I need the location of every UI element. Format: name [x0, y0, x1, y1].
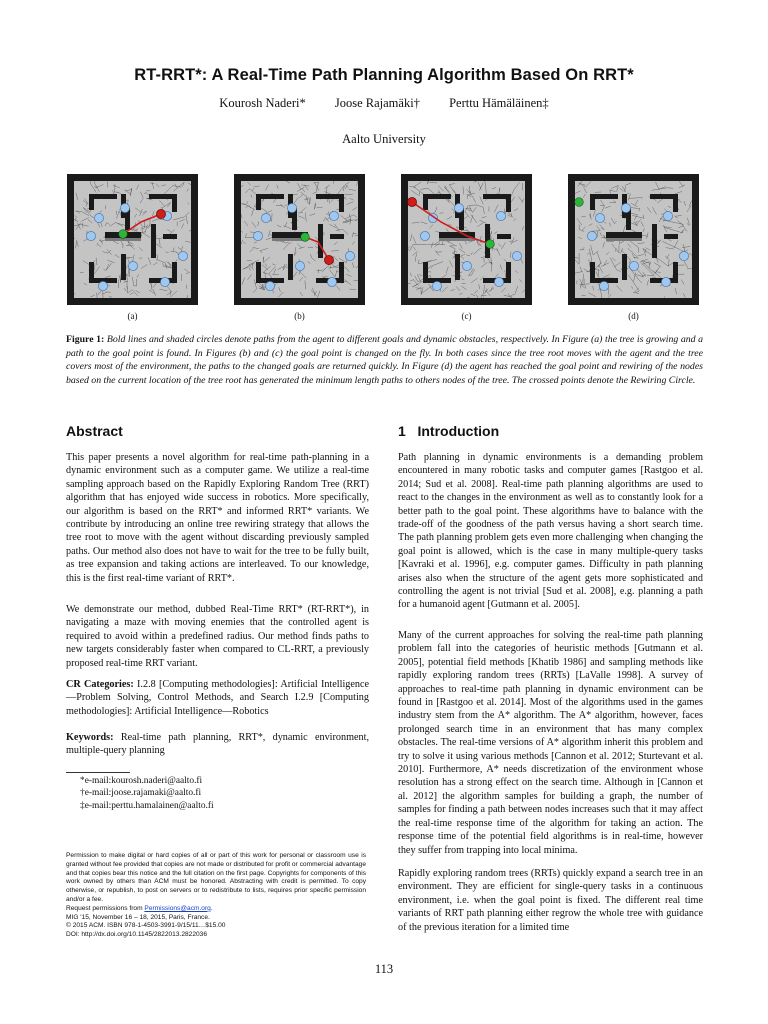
maze-wall [67, 174, 74, 305]
maze-wall [256, 194, 261, 210]
author-name: Kourosh Naderi* [219, 96, 306, 110]
maze-wall [525, 174, 532, 305]
subfigure-label: (a) [127, 311, 138, 321]
dynamic-obstacle [128, 261, 137, 270]
maze-wall [455, 254, 460, 280]
dynamic-obstacle [512, 251, 521, 260]
maze-wall [191, 174, 198, 305]
dynamic-obstacle [587, 231, 596, 240]
footnote: †e-mail:joose.rajamaki@aalto.fi [80, 788, 202, 799]
dynamic-obstacle [663, 211, 672, 220]
agent [575, 198, 584, 207]
intro-paragraph: Path planning in dynamic environments is a demanding problem encountered in many robotic tasks and computer games [Rastgoo et al. 2014; Sud et al. 2008]. Real-time path planning algorithms are used to react to the changes in the environment as well as to constantly look for a better path to the goal point. These algorithms have to balance with the trade-off of the goodness of the path versus having a short search time. The path planning problem gets even more challenging when changing the goal point is allowed, which is the case in many multiple-query tasks [Kavraki et al. 1996], e.g. computer games. Difficulty in path planning arises also when the structure of the agent gets more sophisticated and controlling the agent is not trivial [Sud et al. 2008], e.g. planning a path for a humanoid agent [Gutmann et al. 2005]. [398, 452, 703, 611]
permission-request: Request permissions from Permissions@acm.org. [66, 904, 213, 912]
maze-wall [568, 298, 699, 305]
maze-wall [652, 224, 657, 258]
dynamic-obstacle [454, 203, 463, 212]
section-title: Introduction [417, 423, 500, 439]
dynamic-obstacle [420, 231, 429, 240]
doi-line: DOI: http://dx.doi.org/10.1145/2822013.2822036 [66, 931, 208, 939]
maze-wall [506, 194, 511, 212]
dynamic-obstacle [94, 213, 103, 222]
maze-wall [423, 194, 428, 210]
footnote: *e-mail:kourosh.naderi@aalto.fi [80, 776, 203, 786]
maze-wall [423, 262, 428, 283]
venue-line: MIG '15, November 16 – 18, 2015, Paris, France. [66, 913, 210, 921]
dynamic-obstacle [160, 277, 169, 286]
maze-wall [622, 254, 627, 280]
wall-shadow [439, 238, 475, 241]
dynamic-obstacle [629, 261, 638, 270]
dynamic-obstacle [261, 213, 270, 222]
caption-text: Bold lines and shaded circles denote paths from the agent to different goals and dynamic obstacles, respectively. In Figure (a) the tree is growing and a path to the goal point is found. In Figures (b) and (c) the goal point is changed on the fly. In both cases since the tree root moves with the agent and the tree covers most of the environment, the paths to the changed goals are returned quickly. In Figure (d) the agent has reached the goal point and rewiring of the nodes based on the current location of the tree root has generated the minimum length paths to others nodes of the tree. The crossed points denote the Rewiring Circle. [66, 334, 704, 386]
dynamic-obstacle [621, 203, 630, 212]
maze-wall [673, 262, 678, 283]
subfigure-label: (d) [628, 311, 639, 321]
intro-paragraph: Many of the current approaches for solving the real-time path planning problem fall into the categories of heuristic methods [Gutmann et al. 2005], potential field methods [Khatib 1986] and sampling methods like rapidly exploring random trees (RRTs) [LaValle 1998]. A survey of approaches to real-time path planning in dynamic environment can be found in [Rastgoo et al. 2014]. Most of the algorithms used in the games industry stem from the A* algorithm. The A* algorithm, however, faces prolonged search time in an environment that has many complex obstacles. The real-time versions of A* algorithm inherit this problem and try to solve it using various methods [Cannon et al. 2012; Sturtevant et al. 2010]. Furthermore, A* needs discretization of the environment whose resolution has a strong effect on the search time. Although in [Cannon et al. 2012] the algorithm samples for building a graph, the number of samples for finding a path between nodes increases such that it may affect the real-time response time of the algorithm for taking an action. The response time of the potential field algorithms is in real-time, however they suffer from trapping into local minima. [398, 630, 703, 856]
paper-title: RT-RRT*: A Real-Time Path Planning Algorithm Based On RRT* [134, 66, 634, 84]
maze-wall [67, 298, 198, 305]
maze-wall [330, 234, 344, 239]
caption-label: Figure 1: [66, 334, 105, 345]
dynamic-obstacle [327, 277, 336, 286]
maze-wall [318, 224, 323, 258]
dynamic-obstacle [599, 281, 608, 290]
maze-wall [692, 174, 699, 305]
footnote-rule [66, 772, 130, 773]
maze-wall [401, 174, 532, 181]
dynamic-obstacle [432, 281, 441, 290]
dynamic-obstacle [86, 231, 95, 240]
maze-wall [506, 262, 511, 283]
author-name: Perttu Hämäläinen‡ [449, 96, 549, 110]
author-name: Joose Rajamäki† [334, 96, 420, 110]
maze-wall [234, 298, 365, 305]
figure-panel-a [67, 174, 198, 305]
maze-wall [67, 174, 198, 181]
figure-panel-d [568, 174, 699, 305]
dynamic-obstacle [178, 251, 187, 260]
dynamic-obstacle [287, 203, 296, 212]
maze-wall [673, 194, 678, 212]
maze-wall [358, 174, 365, 305]
maze-wall [339, 194, 344, 212]
figure-caption [66, 333, 703, 387]
footnotes [80, 775, 360, 812]
subfigure-label: (c) [461, 311, 472, 321]
maze-wall [256, 262, 261, 283]
keywords [66, 731, 369, 758]
cr-text: I.2.8 [Computing methodologies]: Artificial Intelligence—Problem Solving, Control Methods, and Search I.2.9 [Computing methodologies]: Artificial Intelligence—Robotics [66, 679, 370, 717]
maze-wall [234, 174, 241, 305]
maze-wall [234, 174, 365, 181]
dynamic-obstacle [253, 231, 262, 240]
maze-wall [89, 194, 94, 210]
maze-wall [606, 232, 642, 238]
maze-wall [163, 234, 177, 239]
maze-wall [288, 254, 293, 280]
goal-point [156, 209, 165, 218]
maze-wall [339, 262, 344, 283]
copyright-line: © 2015 ACM. ISBN 978-1-4503-3991-9/15/11…$15.00 [66, 922, 226, 930]
maze-wall [89, 262, 94, 283]
author-list [0, 96, 768, 111]
figure-panel-b [234, 174, 365, 305]
maze-wall [497, 234, 511, 239]
dynamic-obstacle [98, 281, 107, 290]
goal-point [324, 255, 333, 264]
dynamic-obstacle [345, 251, 354, 260]
maze-wall [121, 254, 126, 280]
keywords-label: Keywords: [66, 732, 114, 743]
affiliation: Aalto University [342, 132, 426, 146]
maze-wall [590, 194, 595, 210]
permission-text: Permission to make digital or hard copies of all or part of this work for personal or classroom use is granted without fee provided that copies are not made or distributed for profit or commercial advantage and that copies bear this notice and the full citation on the first page. Copyrights for components of this work owned by others than ACM must be honored. Abstracting with credit is permitted. To copy otherwise, or republish, to post on servers or to redistribute to lists, requires prior specific permission and/or a fee. [66, 852, 366, 903]
cr-categories [66, 678, 369, 718]
maze-wall [568, 174, 699, 181]
introduction-heading [398, 423, 703, 439]
agent [301, 233, 310, 242]
dynamic-obstacle [496, 211, 505, 220]
permissions-email-link[interactable]: Permissions@acm.org [144, 904, 211, 912]
agent [486, 240, 495, 249]
dynamic-obstacle [679, 251, 688, 260]
dynamic-obstacle [120, 203, 129, 212]
agent [119, 230, 128, 239]
maze-wall [172, 262, 177, 283]
goal-point [407, 197, 416, 206]
maze-wall [568, 174, 575, 305]
dynamic-obstacle [595, 213, 604, 222]
maze-wall [664, 234, 678, 239]
maze-wall [401, 298, 532, 305]
intro-paragraph: Rapidly exploring random trees (RRTs) quickly expand a search tree in an environment. They are efficient for single-query tasks in a continuous environment, i.e. when the goal point is fixed. The different real time variants of RRT path planning either regrow the whole tree with guidance of the previous iteration for a limited time [398, 868, 703, 933]
dynamic-obstacle [265, 281, 274, 290]
footnote: ‡e-mail:perttu.hamalainen@aalto.fi [80, 800, 214, 811]
abstract-paragraph: We demonstrate our method, dubbed Real-Time RRT* (RT-RRT*), in navigating a maze with moving enemies that the controlled agent is required to avoid within a predefined radius. Our method finds paths to new targets considerably faster when compared to CL-RRT, a previously proposed real-time RRT variant. [66, 604, 369, 669]
subfigure-label: (b) [294, 311, 305, 321]
dynamic-obstacle [329, 211, 338, 220]
section-number: 1 [398, 423, 406, 439]
page-number: 113 [374, 962, 394, 976]
abstract-heading: Abstract [66, 423, 123, 439]
keywords-text: Real-time path planning, RRT*, dynamic environment, multiple-query planning [66, 732, 369, 757]
dynamic-obstacle [295, 261, 304, 270]
dynamic-obstacle [462, 261, 471, 270]
maze-wall [151, 224, 156, 258]
dynamic-obstacle [494, 277, 503, 286]
cr-label: CR Categories: [66, 679, 134, 690]
maze-wall [401, 174, 408, 305]
abstract-paragraph: This paper presents a novel algorithm for real-time path-planning in a dynamic environment such as a computer game. We utilize a real-time sampling approach based on the Rapidly Exploring Random Tree (RRT) algorithm that has enjoyed wide success in robotics. More specifically, our algorithm is based on the RRT* and informed RRT* variants. We contribute by introducing an online tree rewiring strategy that allows the tree root to move with the agent without discarding previously sampled paths. Our method also does not have to wait for the tree to be fully built, as tree expansion and taking actions are interleaved. To our knowledge, this is the first real-time variant of RRT*. [66, 452, 369, 584]
maze-wall [590, 262, 595, 283]
figure-panel-c [401, 174, 532, 305]
permission-block [66, 852, 366, 940]
dynamic-obstacle [661, 277, 670, 286]
wall-shadow [606, 238, 642, 241]
maze-wall [172, 194, 177, 212]
